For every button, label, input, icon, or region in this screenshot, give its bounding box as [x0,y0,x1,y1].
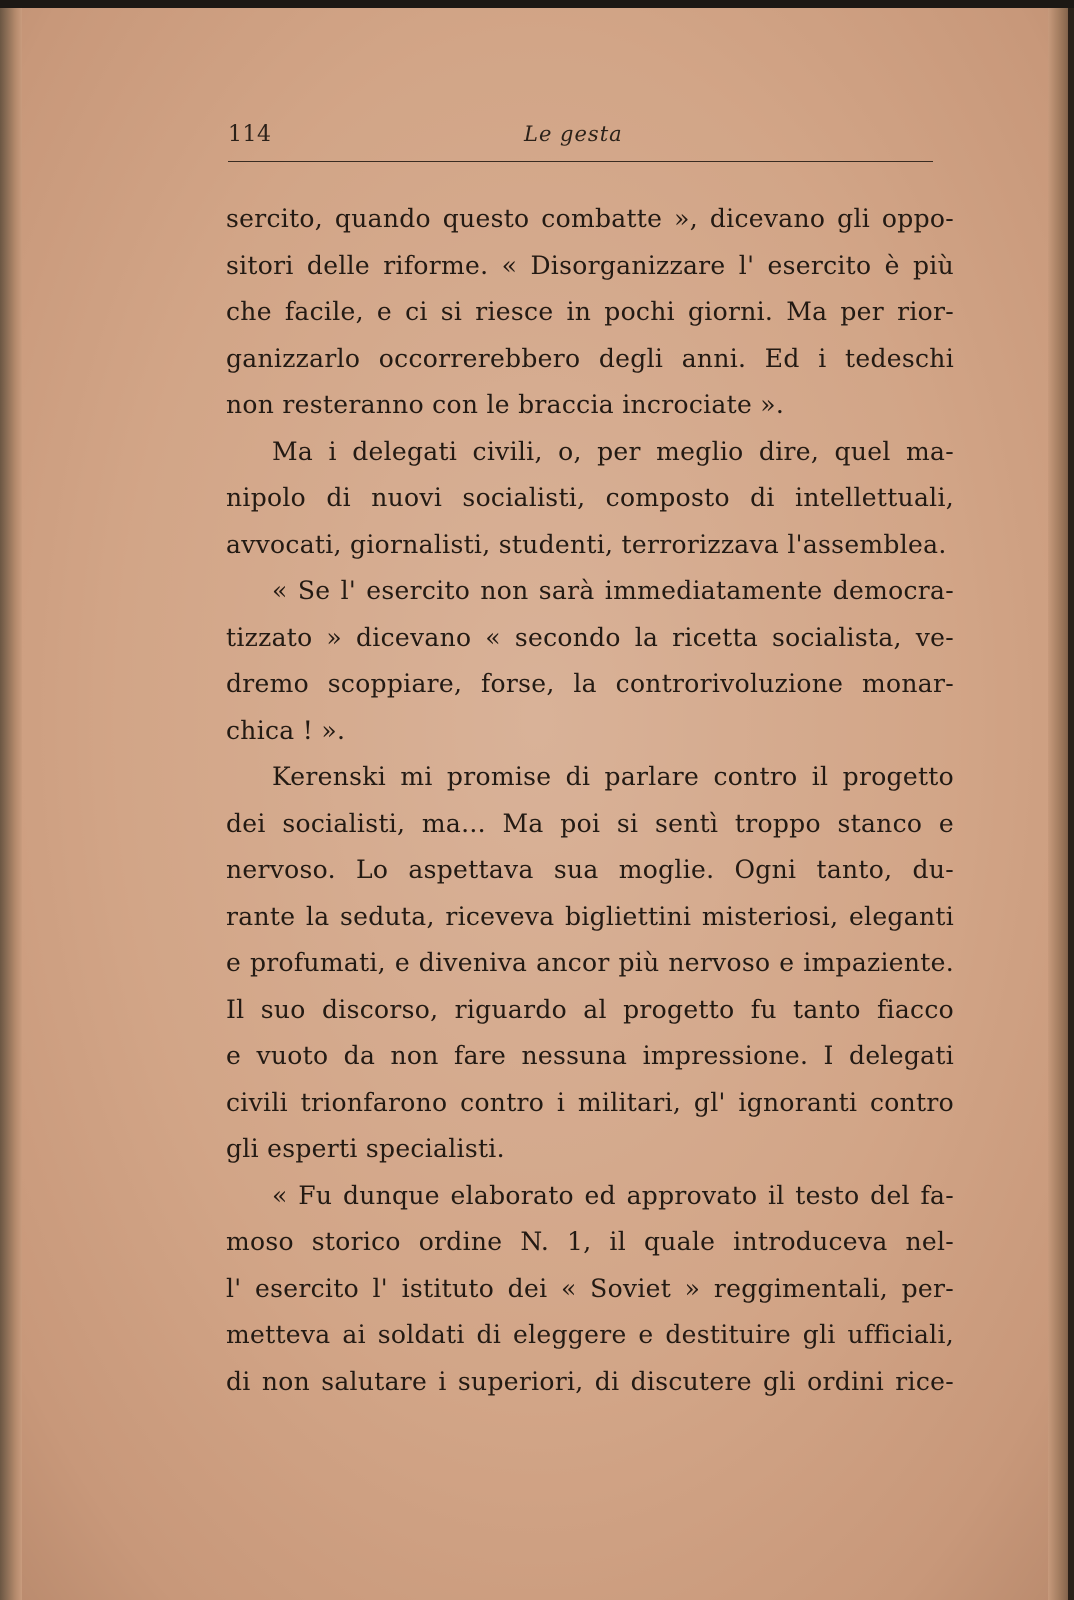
text-line: sitori delle riforme. « Disorganizzare l' esercito è più [226,250,954,280]
text-line: che facile, e ci si riesce in pochi giorni. Ma per rior- [226,297,954,326]
page-right-shadow [1068,0,1074,1600]
text-line: moso storico ordine N. 1, il quale introduceva nel- [226,1227,954,1256]
header-rule [228,161,933,162]
text-line: civili trionfarono contro i militari, gl' ignoranti contro [226,1087,954,1117]
page-top-edge [0,0,1074,8]
text-line: metteva ai soldati di eleggere e destituire gli ufficiali, [226,1320,954,1349]
text-line: « Se l' esercito non sarà immediatamente democra- [272,576,954,605]
text-line: ganizzarlo occorrerebbero degli anni. Ed i tedeschi [226,343,954,373]
text-line: sercito, quando questo combatte », dicevano gli oppo- [226,204,954,233]
text-line: avvocati, giornalisti, studenti, terrorizzava l'assemblea. [226,529,947,559]
text-line: dremo scoppiare, forse, la controrivoluzione monar- [226,669,954,698]
text-line: gli esperti specialisti. [226,1134,505,1163]
text-line: e profumati, e diveniva ancor più nervoso e impaziente. [226,948,954,977]
text-line: dei socialisti, ma... Ma poi si sentì troppo stanco e [226,808,954,838]
text-line: rante la seduta, riceveva bigliettini misteriosi, eleganti [226,901,954,931]
page-header [228,118,933,158]
text-line: di non salutare i superiori, di discutere gli ordini rice- [226,1366,954,1396]
text-line: nervoso. Lo aspettava sua moglie. Ogni tanto, du- [226,855,954,884]
text-line: l' esercito l' istituto dei « Soviet » reggimentali, per- [226,1273,954,1303]
text-line: Ma i delegati civili, o, per meglio dire, quel ma- [272,436,954,466]
text-line: e vuoto da non fare nessuna impressione. I delegati [226,1041,954,1070]
text-line: nipolo di nuovi socialisti, composto di intellettuali, [226,483,954,512]
text-line: « Fu dunque elaborato ed approvato il testo del fa- [272,1180,954,1210]
text-line: Il suo discorso, riguardo al progetto fu tanto fiacco [226,994,954,1024]
text-line: tizzato » dicevano « secondo la ricetta socialista, ve- [226,622,954,652]
page-number: 114 [228,122,272,147]
text-line: Kerenski mi promise di parlare contro il progetto [272,762,954,791]
page-left-edge [0,0,22,1600]
text-line: chica ! ». [226,715,346,745]
text-line: non resteranno con le braccia incrociate ». [226,390,785,419]
running-title: Le gesta [524,122,623,146]
body-text [226,196,954,1405]
